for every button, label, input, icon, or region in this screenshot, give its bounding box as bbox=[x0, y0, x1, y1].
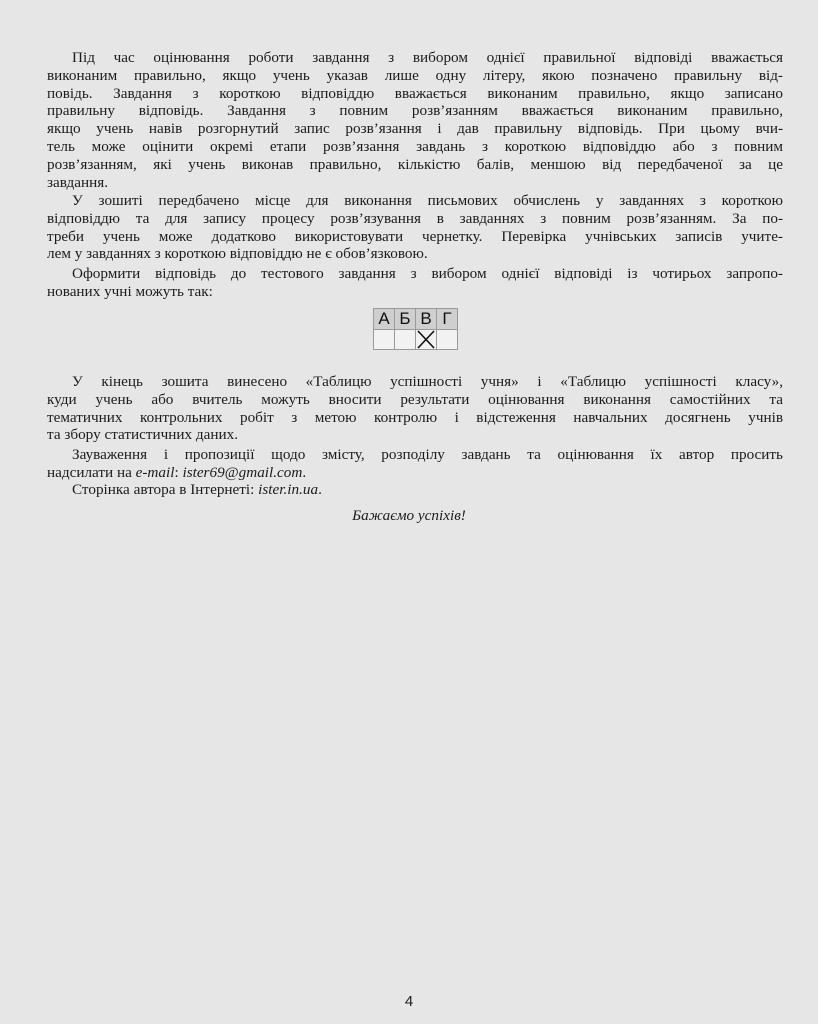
text-line: та збору статистичних даних. bbox=[47, 426, 239, 444]
text-line: виконаним правильно, якщо учень указав лише одну літеру, якою позначено правильну від- bbox=[47, 66, 783, 84]
text-line: тематичних контрольних робіт з метою контролю і відстеження навчальних досягнень учнів bbox=[47, 408, 783, 426]
text-line: повідь. Завдання з короткою відповіддю вважається виконаним правильно, якщо записано bbox=[47, 84, 783, 102]
answer-letter: Г bbox=[437, 309, 458, 330]
text-line: Зауваження і пропозиції щодо змісту, розподілу завдань та оцінювання їх автор просить bbox=[72, 446, 783, 463]
text-line bbox=[47, 481, 783, 499]
closing-wish: Бажаємо успіхів! bbox=[352, 507, 466, 524]
answer-box bbox=[437, 330, 458, 350]
text-line: нованих учні можуть так: bbox=[47, 282, 213, 300]
answer-letter: В bbox=[416, 309, 437, 330]
email-link[interactable]: ister69@gmail.com bbox=[182, 463, 303, 481]
text-line: якщо учень навів розгорнутий запис розв’язання і дав правильну відповідь. При цьому вчи- bbox=[47, 120, 783, 138]
text-line: Під час оцінювання роботи завдання з вибором однієї правильної відповіді вважається bbox=[72, 49, 783, 66]
text-line: відповіддю та для запису процесу розв’язування в завданнях з повним розв’язанням. За по- bbox=[47, 209, 783, 227]
paragraph-feedback bbox=[47, 446, 783, 482]
answer-box-marked bbox=[416, 330, 437, 350]
text-line: лем у завданнях з короткою відповіддю не є обов’язковою. bbox=[47, 245, 428, 263]
email-label: e-mail bbox=[135, 463, 175, 481]
paragraph-answer-format bbox=[47, 265, 783, 301]
answer-box bbox=[395, 330, 416, 350]
email-tail: . bbox=[302, 463, 307, 481]
text-line: треби учень може додатково використовувати чернетку. Перевірка учнівських записів учите- bbox=[47, 227, 783, 245]
paragraph-grading-rules bbox=[47, 49, 783, 191]
answer-letter: Б bbox=[395, 309, 416, 330]
answer-letter: А bbox=[374, 309, 395, 330]
site-prefix: Сторінка автора в Інтернеті: bbox=[72, 481, 259, 498]
text-line: тель може оцінити окремі етапи розв’язання завдань з короткою відповіддю або з повним bbox=[47, 137, 783, 155]
answer-example-grid bbox=[373, 308, 458, 350]
site-tail: . bbox=[318, 481, 322, 498]
text-fragment: надсилати на bbox=[47, 463, 136, 481]
text-line: завдання. bbox=[47, 173, 109, 191]
paragraph-workbook-space bbox=[47, 192, 783, 263]
text-line: правильну відповідь. Завдання з повним розв’язанням вважається виконаним правильно, bbox=[47, 102, 783, 120]
cross-mark-icon bbox=[416, 330, 436, 349]
page-number: 4 bbox=[404, 993, 414, 1010]
site-link[interactable]: ister.in.ua bbox=[258, 481, 319, 498]
text-line: розв’язанням, які учень виконав правильно, кількістю балів, меншою від передбаченої за це bbox=[47, 155, 783, 173]
email-separator: : bbox=[174, 463, 183, 481]
paragraph-author-site bbox=[47, 481, 783, 499]
paragraph-progress-tables bbox=[47, 373, 783, 444]
text-line: У зошиті передбачено місце для виконання письмових обчислень у завданнях з короткою bbox=[72, 192, 783, 209]
text-line bbox=[47, 464, 783, 482]
text-line: У кінець зошита винесено «Таблицю успішності учня» і «Таблицю успішності класу», bbox=[72, 373, 783, 390]
answer-box bbox=[374, 330, 395, 350]
text-line: куди учень або вчитель можуть вносити результати оцінювання виконання самостійних та bbox=[47, 390, 783, 408]
text-line: Оформити відповідь до тестового завдання з вибором однієї відповіді із чотирьох запропо- bbox=[72, 265, 783, 282]
